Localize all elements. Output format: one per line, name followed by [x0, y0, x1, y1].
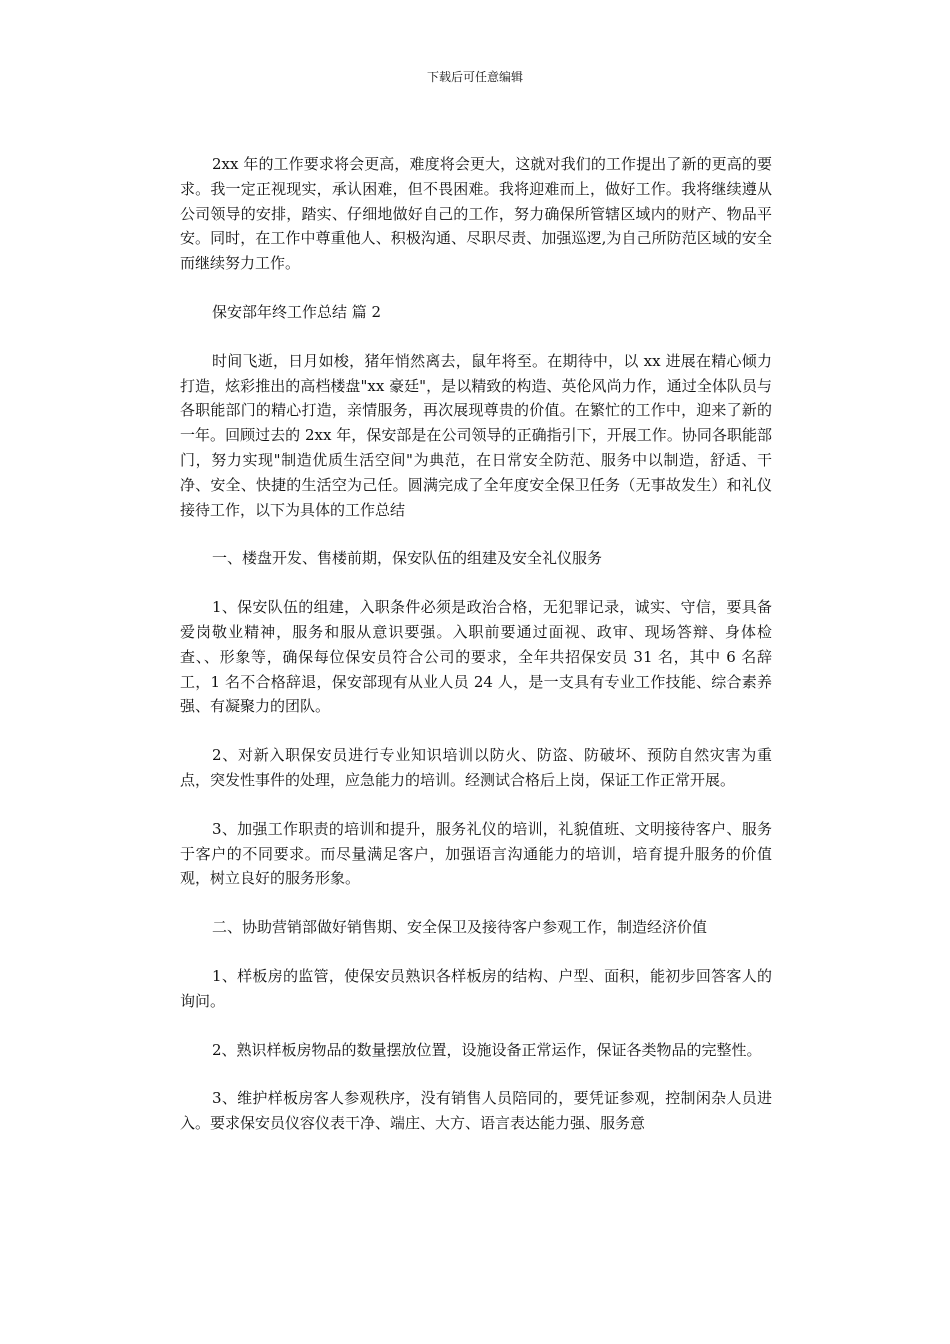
paragraph-intro: 时间飞逝，日月如梭，猪年悄然离去，鼠年将至。在期待中，以 xx 进展在精心倾力打造，炫彩推出的高档楼盘"xx 豪廷"，是以精致的构造、英伦风尚力作，通过全体队员与各职能部门的精心打造，亲情服务，再次展现尊贵的价值。在繁忙的工作中，迎来了新的一年。回顾过去的 2xx 年，保安部是在公司领导的正确指引下，开展工作。协同各职能部门，努力实现"制造优质生活空间"为典范，在日常安全防范、服务中以制造，舒适、干净、安全、快捷的生活空为己任。圆满完成了全年度安全保卫任务（无事故发生）和礼仪接待工作，以下为具体的工作总结 [180, 351, 772, 519]
paragraph-item-2-1: 1、样板房的监管，使保安员熟识各样板房的结构、户型、面积，能初步回答客人的询问。 [180, 966, 772, 1010]
section-heading-two: 二、协助营销部做好销售期、安全保卫及接待客户参观工作，制造经济价值 [212, 918, 708, 937]
section-heading-one: 一、楼盘开发、售楼前期，保安队伍的组建及安全礼仪服务 [212, 549, 603, 568]
paragraph-item-2-3: 3、维护样板房客人参观秩序，没有销售人员陪同的，要凭证参观，控制闲杂人员进入。要求保安员仪容仪表干净、端庄、大方、语言表达能力强、服务意 [180, 1089, 772, 1133]
paragraph-outlook: 2xx 年的工作要求将会更高，难度将会更大，这就对我们的工作提出了新的更高的要求。我一定正视现实，承认困难，但不畏困难。我将迎难而上，做好工作。我将继续遵从公司领导的安排，踏实、仔细地做好自己的工作，努力确保所管辖区域内的财产、物品平安。同时，在工作中尊重他人、积极沟通、尽职尽责、加强巡逻,为自己所防范区域的安全而继续努力工作。 [180, 155, 772, 273]
paragraph-item-1-2: 2、对新入职保安员进行专业知识培训以防火、防盗、防破坏、预防自然灾害为重点，突发性事件的处理，应急能力的培训。经测试合格后上岗，保证工作正常开展。 [180, 746, 772, 789]
paragraph-item-1-3: 3、加强工作职责的培训和提升，服务礼仪的培训，礼貌值班、文明接待客户、服务于客户的不同要求。而尽量满足客户，加强语言沟通能力的培训，培育提升服务的价值观，树立良好的服务形象。 [180, 819, 772, 888]
document-body [180, 152, 772, 1160]
page-header-note: 下载后可任意编辑 [426, 70, 523, 84]
section-title-part-2: 保安部年终工作总结 篇 2 [212, 302, 382, 321]
paragraph-item-2-2: 2、熟识样板房物品的数量摆放位置，设施设备正常运作，保证各类物品的完整性。 [212, 1040, 762, 1059]
paragraph-item-1-1: 1、保安队伍的组建，入职条件必须是政治合格，无犯罪记录，诚实、守信，要具备爱岗敬业精神，服务和服从意识要强。入职前要通过面视、政审、现场答辩、身体检查、、形象等，确保每位保安员符合公司的要求，全年共招保安员 31 名，其中 6 名辞工，1 名不合格辞退，保安部现有从业人员 24 人，是一支具有专业工作技能、综合素养强、有凝聚力的团队。 [180, 598, 772, 716]
